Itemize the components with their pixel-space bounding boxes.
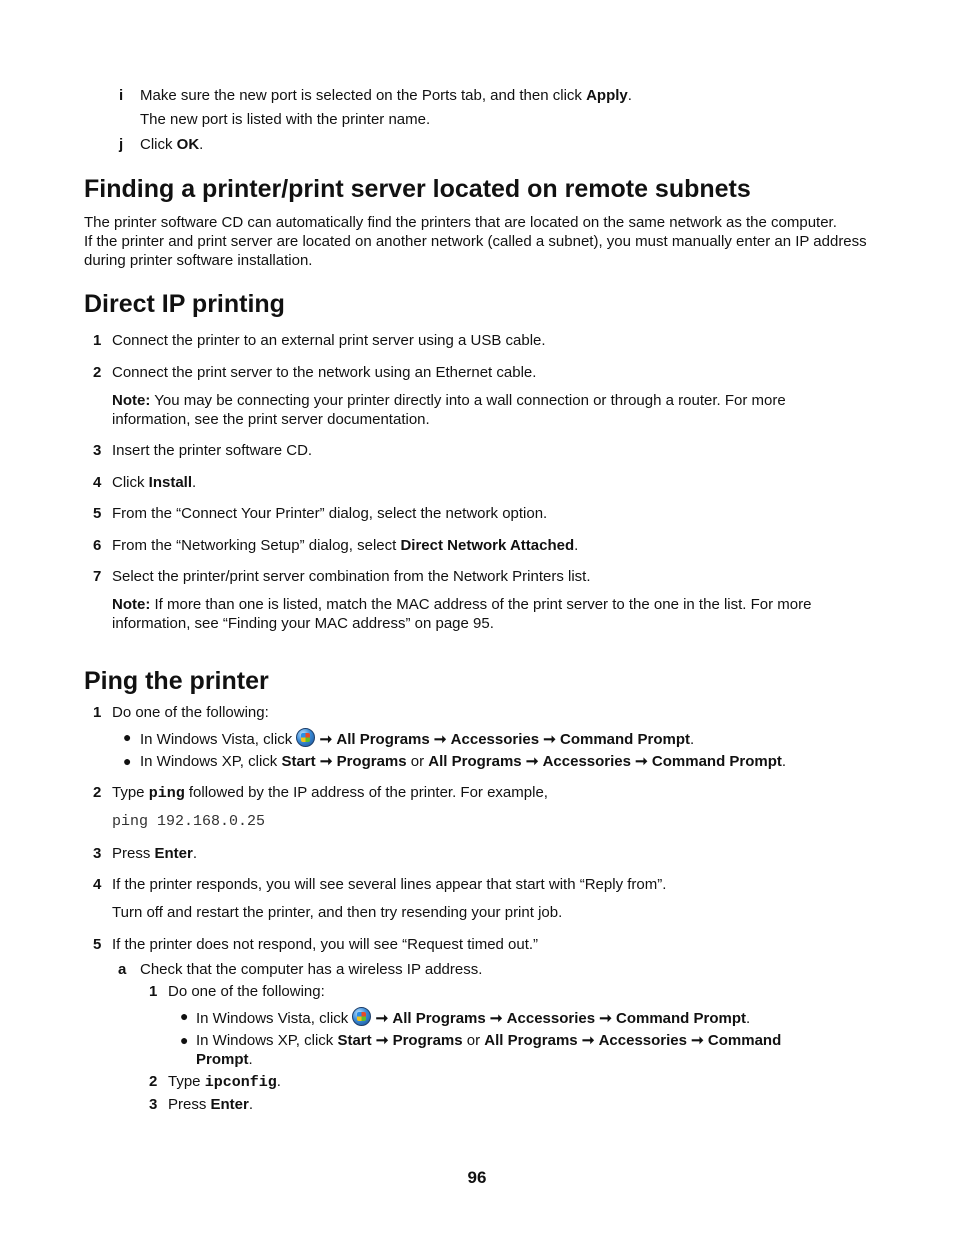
arrow-icon: ➞ bbox=[319, 753, 333, 770]
direct-note-1: Note: You may be connecting your printer directly into a wall connection or through a router. For more information, see the print server documentation. bbox=[112, 392, 786, 428]
substep-a1-text: Do one of the following: bbox=[168, 983, 325, 1000]
direct-step-1-text: Connect the printer to an external print server using a USB cable. bbox=[112, 332, 546, 349]
direct-step-3-text: Insert the printer software CD. bbox=[112, 442, 313, 459]
ping-step-3-text: Press Enter. bbox=[112, 845, 198, 862]
direct-step-2-number: 2 bbox=[93, 364, 102, 381]
arrow-icon: ➞ bbox=[375, 1032, 389, 1049]
direct-step-5-text: From the “Connect Your Printer” dialog, select the network option. bbox=[112, 505, 548, 522]
direct-step-5-number: 5 bbox=[93, 505, 102, 522]
arrow-icon: ➞ bbox=[319, 731, 333, 748]
substep-a3-number: 3 bbox=[149, 1096, 158, 1113]
arrow-icon: ➞ bbox=[375, 1010, 389, 1027]
step-j-text: Click OK. bbox=[140, 136, 204, 153]
bullet-dot: ● bbox=[123, 729, 132, 745]
direct-step-7-number: 7 bbox=[93, 568, 102, 585]
direct-note-2: Note: If more than one is listed, match the MAC address of the print server to the one in the list. For more information, see “Finding your MAC address” on page 95. bbox=[112, 596, 812, 632]
substep-vista-instruction: In Windows Vista, click ➞ All Programs ➞ Accessories ➞ Command Prompt. bbox=[196, 1007, 750, 1028]
ping-step-1-number: 1 bbox=[93, 704, 102, 721]
arrow-icon: ➞ bbox=[433, 731, 447, 748]
substep-xp-instruction: In Windows XP, click Start ➞ Programs or All Programs ➞ Accessories ➞ Command Prompt. bbox=[196, 1032, 782, 1068]
direct-step-3-number: 3 bbox=[93, 442, 102, 459]
ping-step-2-number: 2 bbox=[93, 784, 102, 801]
ping-step-1-text: Do one of the following: bbox=[112, 704, 269, 721]
windows-start-orb-icon bbox=[296, 728, 315, 747]
arrow-icon: ➞ bbox=[489, 1010, 503, 1027]
direct-step-6-text: From the “Networking Setup” dialog, select Direct Network Attached. bbox=[112, 537, 579, 554]
ping-step-3-number: 3 bbox=[93, 845, 102, 862]
ping-step-4-subtext: Turn off and restart the printer, and then try resending your print job. bbox=[112, 904, 563, 921]
bullet-dot: ● bbox=[180, 1032, 189, 1048]
step-i-text: Make sure the new port is selected on the Ports tab, and then click Apply. bbox=[140, 87, 632, 104]
arrow-icon: ➞ bbox=[691, 1032, 704, 1049]
remote-subnets-paragraph: The printer software CD can automatically find the printers that are located on the same network as the computer. If the printer and print server are located on another network (called a subnet), you must manually enter an IP address during printer software installation. bbox=[84, 214, 867, 269]
direct-step-7-text: Select the printer/print server combination from the Network Printers list. bbox=[112, 568, 591, 585]
heading-ping-the-printer: Ping the printer bbox=[84, 667, 269, 695]
direct-step-4-text: Click Install. bbox=[112, 474, 197, 491]
direct-step-2-text: Connect the print server to the network using an Ethernet cable. bbox=[112, 364, 537, 381]
heading-remote-subnets: Finding a printer/print server located on remote subnets bbox=[84, 175, 751, 203]
substep-a2-text: Type ipconfig. bbox=[168, 1073, 281, 1091]
substep-a1-number: 1 bbox=[149, 983, 158, 1000]
step-j-marker: j bbox=[119, 136, 124, 153]
bullet-dot: ● bbox=[180, 1008, 189, 1024]
substep-a3-text: Press Enter. bbox=[168, 1096, 254, 1113]
bullet-dot: ● bbox=[123, 753, 132, 769]
direct-step-1-number: 1 bbox=[93, 332, 102, 349]
arrow-icon: ➞ bbox=[543, 731, 556, 748]
direct-step-4-number: 4 bbox=[93, 474, 102, 491]
ping-step-4-text: If the printer responds, you will see several lines appear that start with “Reply from”. bbox=[112, 876, 667, 893]
page-number: 96 bbox=[467, 1168, 487, 1187]
ping-vista-instruction: In Windows Vista, click ➞ All Programs ➞ Accessories ➞ Command Prompt. bbox=[140, 728, 694, 749]
step-i-marker: i bbox=[119, 87, 124, 104]
ping-example-code: ping 192.168.0.25 bbox=[112, 813, 266, 830]
arrow-icon: ➞ bbox=[525, 753, 539, 770]
arrow-icon: ➞ bbox=[635, 753, 648, 770]
substep-a-marker: a bbox=[118, 961, 127, 978]
heading-direct-ip-printing: Direct IP printing bbox=[84, 290, 285, 318]
ping-step-2-text: Type ping followed by the IP address of the printer. For example, bbox=[112, 784, 548, 802]
ping-step-5-number: 5 bbox=[93, 936, 102, 953]
arrow-icon: ➞ bbox=[599, 1010, 612, 1027]
substep-a-text: Check that the computer has a wireless IP address. bbox=[140, 961, 483, 978]
substep-a2-number: 2 bbox=[149, 1073, 158, 1090]
ping-xp-instruction: In Windows XP, click Start ➞ Programs or All Programs ➞ Accessories ➞ Command Prompt. bbox=[140, 753, 787, 770]
step-i-subtext: The new port is listed with the printer name. bbox=[140, 111, 431, 128]
arrow-icon: ➞ bbox=[581, 1032, 595, 1049]
windows-start-orb-icon bbox=[352, 1007, 371, 1026]
ping-step-4-number: 4 bbox=[93, 876, 102, 893]
direct-step-6-number: 6 bbox=[93, 537, 102, 554]
ping-step-5-text: If the printer does not respond, you will see “Request timed out.” bbox=[112, 936, 539, 953]
